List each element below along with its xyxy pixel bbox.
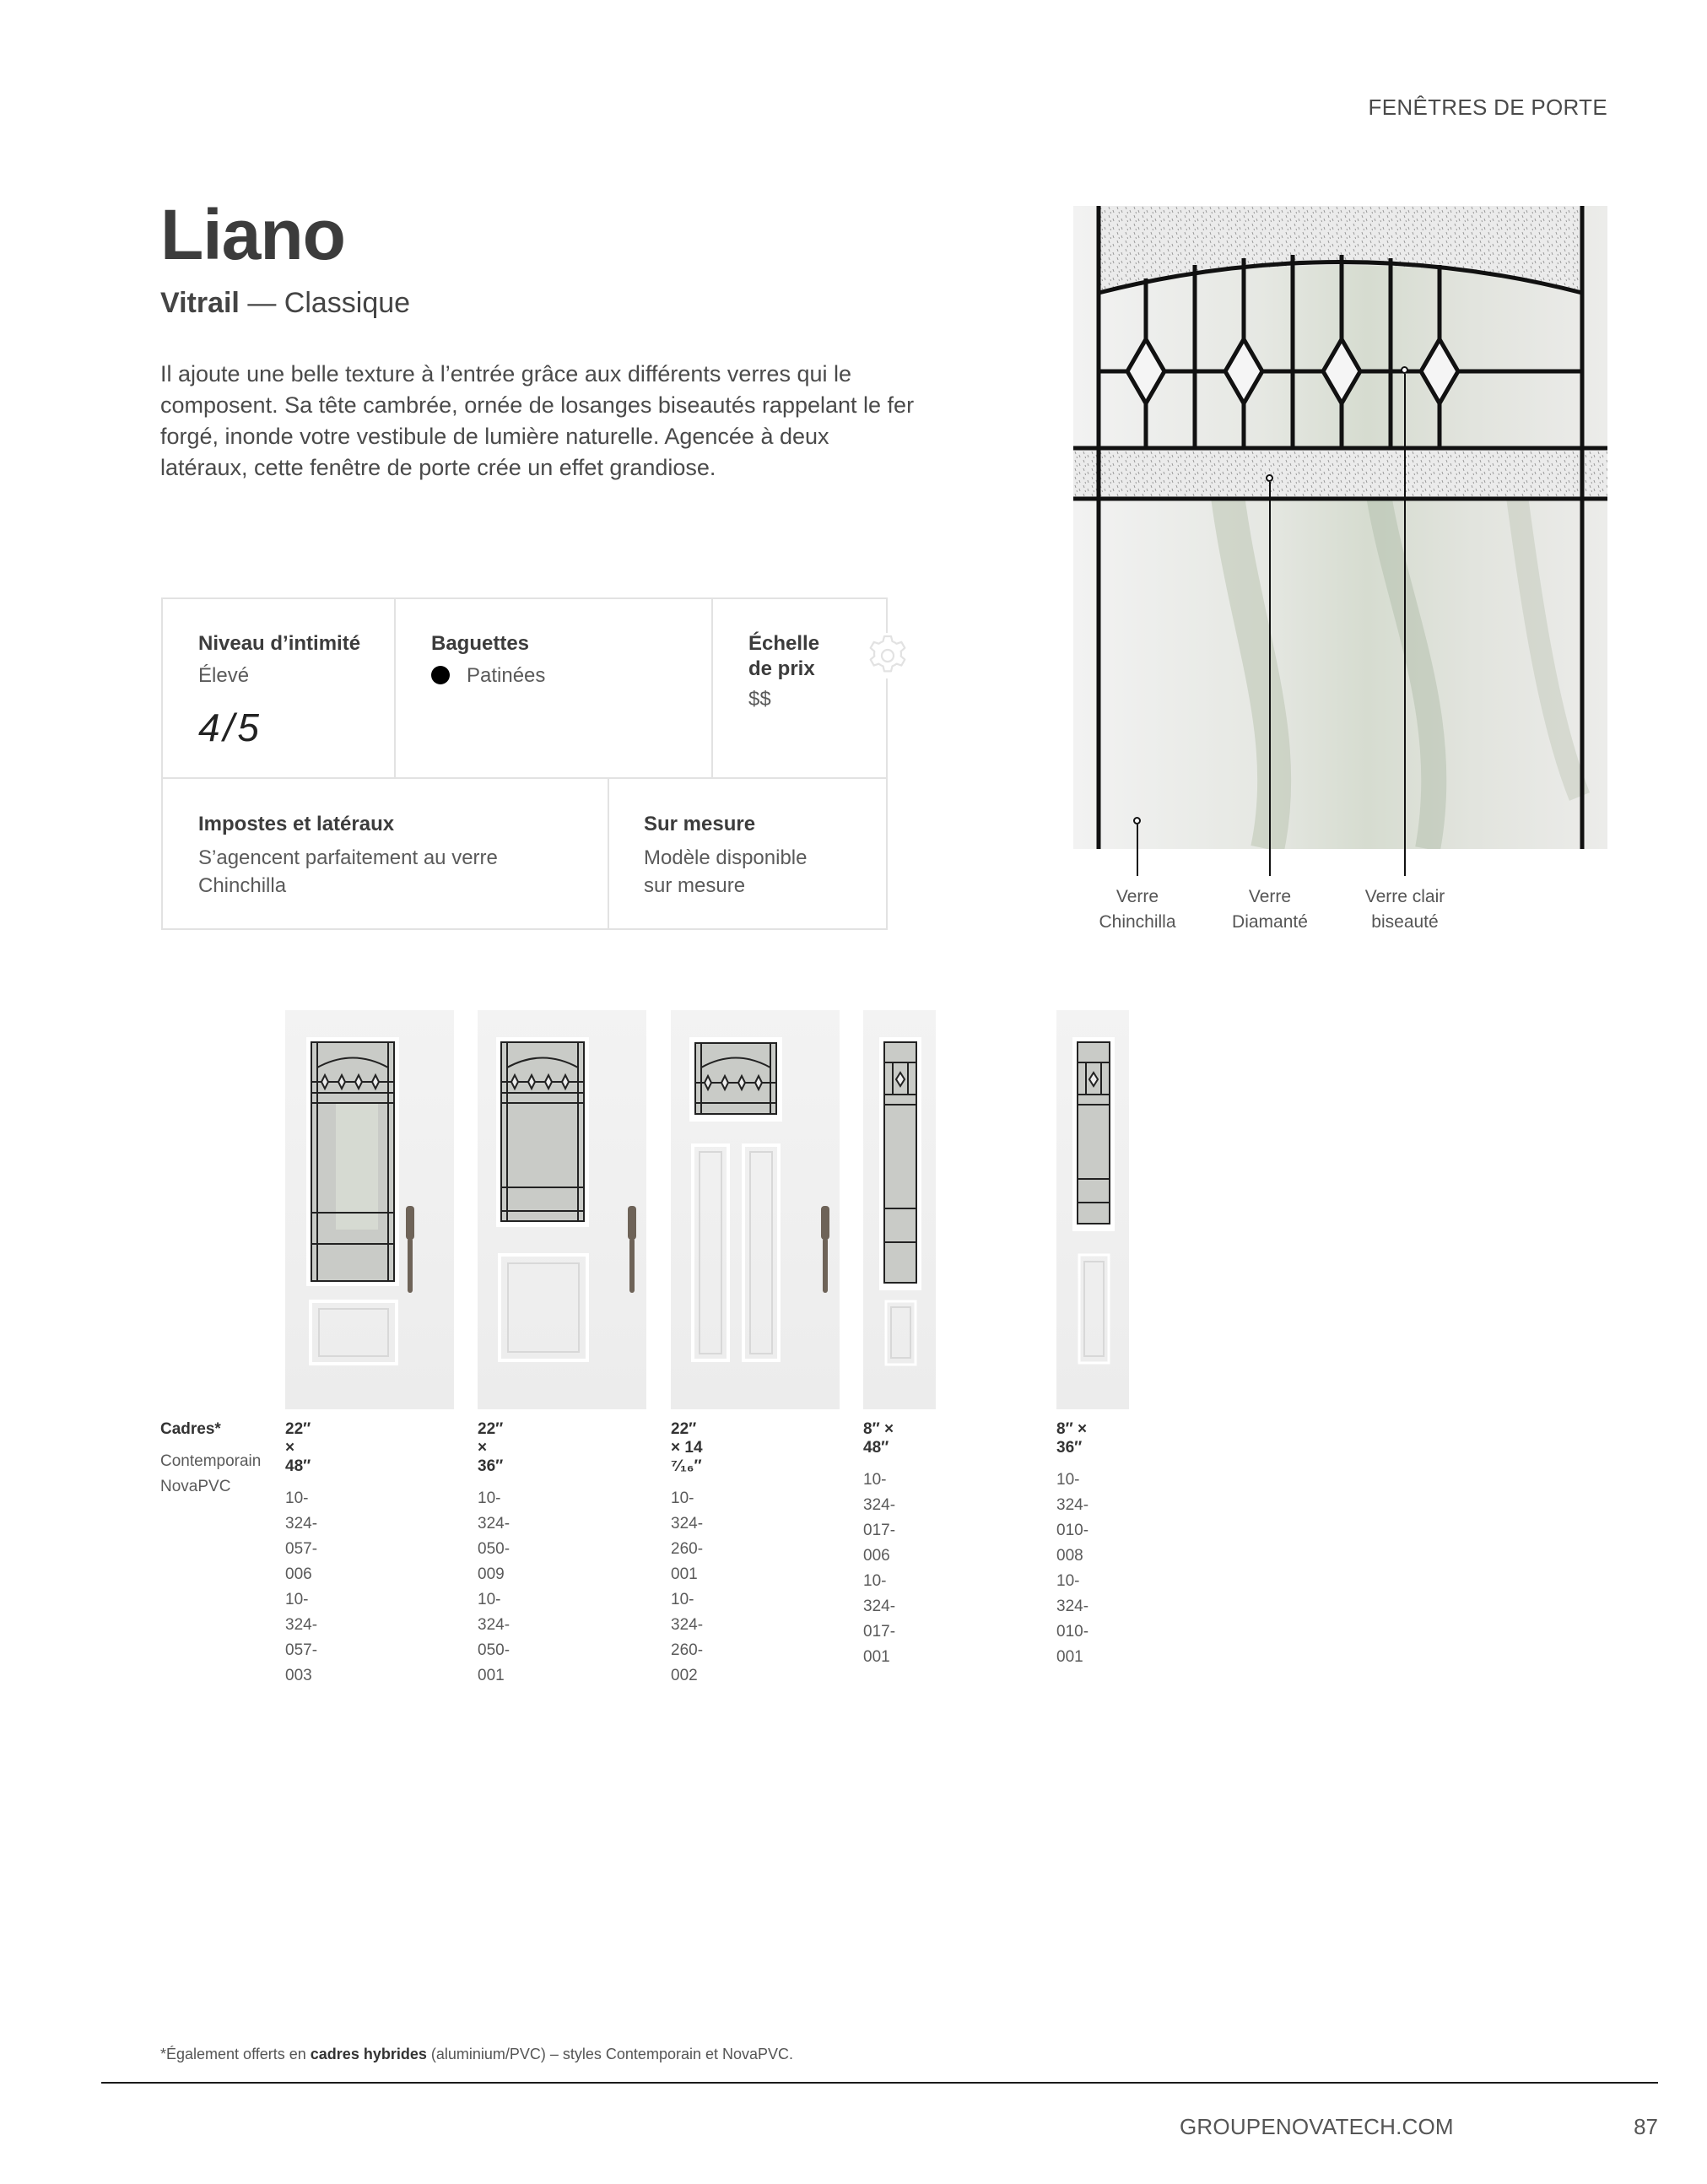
door-thumbnail-22x48: [285, 1010, 454, 1409]
door-col-1: [285, 1420, 317, 1689]
caming-value: Patinées: [467, 664, 546, 687]
product-description: Il ajoute une belle texture à l’entrée grâce aux différents verres qui le composent. Sa tête cambrée, ornée de losanges biseautés rappelant le fer forgé, inonde votre vestibule de lumière naturelle. Agencée à deux latéraux, cette fenêtre de porte crée un effet grandiose.: [160, 361, 915, 480]
custom-cell: [644, 812, 807, 900]
frames-header: Cadres*: [160, 1420, 221, 1438]
sku-novapvc: 10-324-010-001: [1056, 1572, 1089, 1666]
door-size: 8″ × 36″: [1056, 1420, 1088, 1457]
door-size: 22″ × 48″: [285, 1420, 311, 1475]
custom-value-1: Modèle disponible: [644, 846, 808, 869]
divider: [711, 599, 713, 777]
page-number: 87: [1634, 2114, 1658, 2139]
frames-header-col: [160, 1420, 278, 1500]
divider: [394, 599, 396, 777]
door-col-5: [1056, 1420, 1088, 1670]
spec-card: [161, 597, 888, 930]
callout-line: [1404, 374, 1406, 849]
frame-type-novapvc: NovaPVC: [160, 1478, 231, 1495]
callout-label-line: Diamanté: [1232, 912, 1308, 932]
footnote-suffix: (aluminium/PVC) – styles Contemporain et NovaPVC.: [426, 2046, 794, 2062]
website-link[interactable]: GROUPENOVATECH.COM: [1180, 2114, 1454, 2139]
privacy-cell: [198, 631, 360, 750]
privacy-label: Niveau d’intimité: [198, 632, 361, 655]
callout-label-line: biseauté: [1371, 912, 1439, 932]
custom-value-2: sur mesure: [644, 874, 746, 897]
privacy-value: Élevé: [198, 664, 250, 687]
caming-label: Baguettes: [431, 632, 530, 655]
divider: [608, 777, 609, 930]
footnote: [160, 2046, 793, 2063]
transoms-cell: [198, 812, 498, 900]
sku-contemporain: 10-324-057-006: [285, 1489, 318, 1583]
sku-contemporain: 10-324-017-006: [863, 1471, 896, 1565]
callout-marker-diamante: [1266, 474, 1273, 482]
price-value: $$: [748, 688, 771, 711]
door-thumbnail-22x14: [671, 1010, 840, 1409]
transoms-value-1: S’agencent parfaitement au verre: [198, 846, 498, 869]
privacy-rating: 4/5: [198, 705, 262, 749]
callout-label-diamante: [1202, 884, 1337, 935]
sku-contemporain: 10-324-010-008: [1056, 1471, 1089, 1565]
callout-label-chinchilla: [1070, 884, 1205, 935]
sidelight-thumbnail-8x36: [1056, 1010, 1129, 1409]
price-label-2: de prix: [748, 657, 815, 680]
gear-icon: [865, 633, 910, 678]
door-size: 8″ × 48″: [863, 1420, 894, 1457]
callout-label-line: Verre clair: [1364, 887, 1445, 906]
door-col-3: [671, 1420, 703, 1689]
sku-novapvc: 10-324-057-003: [285, 1591, 318, 1684]
door-thumbnail-22x36: [478, 1010, 646, 1409]
door-col-4: [863, 1420, 895, 1670]
divider: [163, 777, 888, 779]
door-size: 22″ × 36″: [478, 1420, 504, 1475]
callout-label-biseaute: [1337, 884, 1472, 935]
door-col-2: [478, 1420, 510, 1689]
callout-label-line: Chinchilla: [1099, 912, 1176, 932]
sku-contemporain: 10-324-050-009: [478, 1489, 510, 1583]
callout-line: [1269, 849, 1271, 876]
sku-novapvc: 10-324-050-001: [478, 1591, 510, 1684]
callout-line: [1404, 849, 1406, 876]
footnote-prefix: *Également offerts en: [160, 2046, 311, 2062]
caming-swatch: [431, 666, 450, 684]
transoms-value-2: Chinchilla: [198, 874, 287, 897]
subtitle-category: Vitrail: [160, 287, 240, 319]
price-cell: [748, 631, 819, 713]
subtitle-style: — Classique: [239, 287, 411, 319]
product-title: Liano: [160, 195, 345, 274]
price-label-1: Échelle: [748, 632, 820, 655]
callout-line: [1137, 824, 1138, 849]
sku-contemporain: 10-324-260-001: [671, 1489, 704, 1583]
footer-rule: [101, 2082, 1658, 2084]
custom-label: Sur mesure: [644, 813, 756, 835]
sku-novapvc: 10-324-260-002: [671, 1591, 704, 1684]
callout-marker-chinchilla: [1133, 817, 1141, 824]
caming-cell: [431, 631, 545, 689]
sku-novapvc: 10-324-017-001: [863, 1572, 896, 1666]
callout-marker-biseaute: [1401, 366, 1408, 374]
section-label: FENÊTRES DE PORTE: [1368, 95, 1607, 120]
callout-label-line: Verre: [1115, 887, 1159, 906]
transoms-label: Impostes et latéraux: [198, 813, 395, 835]
frame-type-contemporain: Contemporain: [160, 1452, 262, 1470]
callout-label-line: Verre: [1248, 887, 1292, 906]
callout-line: [1269, 482, 1271, 849]
footnote-bold: cadres hybrides: [310, 2046, 427, 2062]
product-subtitle: [160, 287, 410, 320]
sidelight-thumbnail-8x48: [863, 1010, 936, 1409]
door-size: 22″ × 14 ⁷⁄₁₆″: [671, 1420, 703, 1475]
glass-detail-image: [1073, 206, 1607, 849]
callout-line: [1137, 849, 1138, 876]
